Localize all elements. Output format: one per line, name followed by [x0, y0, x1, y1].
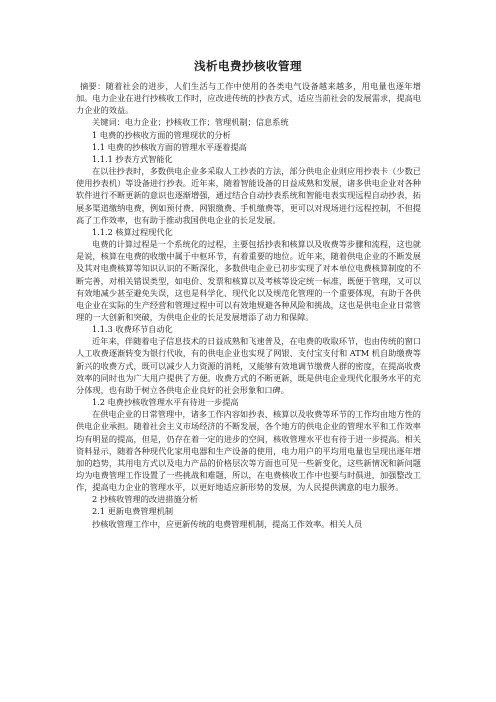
document-title: 浅析电费抄核收管理 [194, 59, 302, 73]
section-heading-1-2: 1.2 电费抄核收管理水平有待进一步提高 [92, 397, 239, 408]
abstract-paragraph: 摘要：随着社会的进步，人们生活与工作中使用的各类电气设备越来越多，用电量也逐年增加。电力企业在进行抄核收工作时，应改进传统的抄表方式，适应当前社会的发展需求，提高电力企业的效益。 [76, 81, 421, 116]
section-heading-1-1-1: 1.1.1 抄表方式智能化 [92, 153, 173, 164]
document-body [76, 80, 421, 530]
section-heading-2-1: 2.1 更新电费管理机制 [92, 506, 174, 517]
paragraph-1-2: 在供电企业的日常管理中，诸多工作内容如抄表、核算以及收费等环节的工作均由地方性的供电企业承担。随着社会主义市场经济的不断发展，各个地方的供电企业的管理水平和工作效率均有明显的提高，但是，仍存在着一定的进步的空间，核收管理水平也有待于进一步提高。相关资料显示，随着各种现代化家用电器和生产设备的使用，电力用户的平均用电量也呈现出逐年增加的趋势，其用电方式以及电力产品的价格层次等方面也可见一些新变化，这些新情况和新问题均为电费管理工作设置了一些挑战和难题，所以，在电费核收工作中也要与时俱进，加强整改工作，提高电力企业的管理水平，以更好地适应新形势的发展，为人民提供满意的电力服务。 [76, 409, 421, 493]
paragraph-1-1-1: 在以往抄表时，多数供电企业多采取人工抄表的方法，部分供电企业则应用抄表卡（少数已使用抄表机）等设备进行抄表。近年来，随着智能设备的日益成熟和发展，诸多供电企业对各种软件进行不断更新的意识也逐渐增强，通过结合自动抄表系统和智能电表实现远程自动抄表，拓展多渠道缴纳电费，例如预付费、网银缴费、手机缴费等，更可以对现场进行远程控制，不但提高了工作效率，也有助于推动我国供电企业的长足发展。 [76, 166, 421, 225]
section-heading-1-1: 1.1 电费的抄核收方面的管理水平逐着提高 [92, 141, 247, 152]
section-heading-1-1-3: 1.1.3 收费环节自动化 [92, 324, 173, 335]
keywords-line: 关键词：电力企业；抄核收工作；管理机制；信息系统 [92, 117, 289, 128]
paragraph-2-1: 抄核收管理工作中，应更新传统的电费管理机制，提高工作效率。相关人员 [92, 518, 363, 529]
section-heading-2: 2 抄核收管理的改进措施分析 [92, 494, 199, 505]
section-heading-1: 1 电费的抄核收方面的管理现状的分析 [92, 129, 231, 140]
paragraph-1-1-2: 电费的计算过程是一个系统化的过程，主要包括抄表和核算以及收费等步骤和流程，这也就是说，核算在电费的收缴中属于中枢环节，有着重要的地位。近年来，随着供电企业的不断发展及其对电费核算等知识认识的不断深化，多数供电企业已初步实现了对本单位电费核算制度的不断完善，对相关错误类型，如电价、发票和核算以及考核等设定统一标准，既便于管理，又可以有效地减少甚至避免失误，这也是科学化、现代化以及规范化管理的一个重要体现，有助于各供电企业在实际的生产经营和管理过程中可以有效地规避各种风险和挑战，这也是供电企业日常管理的一大创新和突破，为供电企业的长足发展增添了动力和保障。 [76, 239, 421, 322]
paragraph-1-1-3: 近年来，伴随着电子信息技术的日益成熟和飞速普及，在电费的收取环节，也由传统的窗口人工收费逐渐转变为银行代收，有的供电企业也实现了网银、支付宝支付和 ATM 机自助缴费等新兴的收费方式，既可以减少人力资源的消耗，又能够有效地调节缴费人群的密度，在提高收费效率的同时也为广大用户提供了方便。收费方式的不断更新，既是供电企业现代化服务水平的充分体现，也有助于树立各供电企业良好的社会形象和口碑。 [76, 336, 421, 395]
section-heading-1-1-2: 1.1.2 核算过程现代化 [92, 226, 173, 237]
